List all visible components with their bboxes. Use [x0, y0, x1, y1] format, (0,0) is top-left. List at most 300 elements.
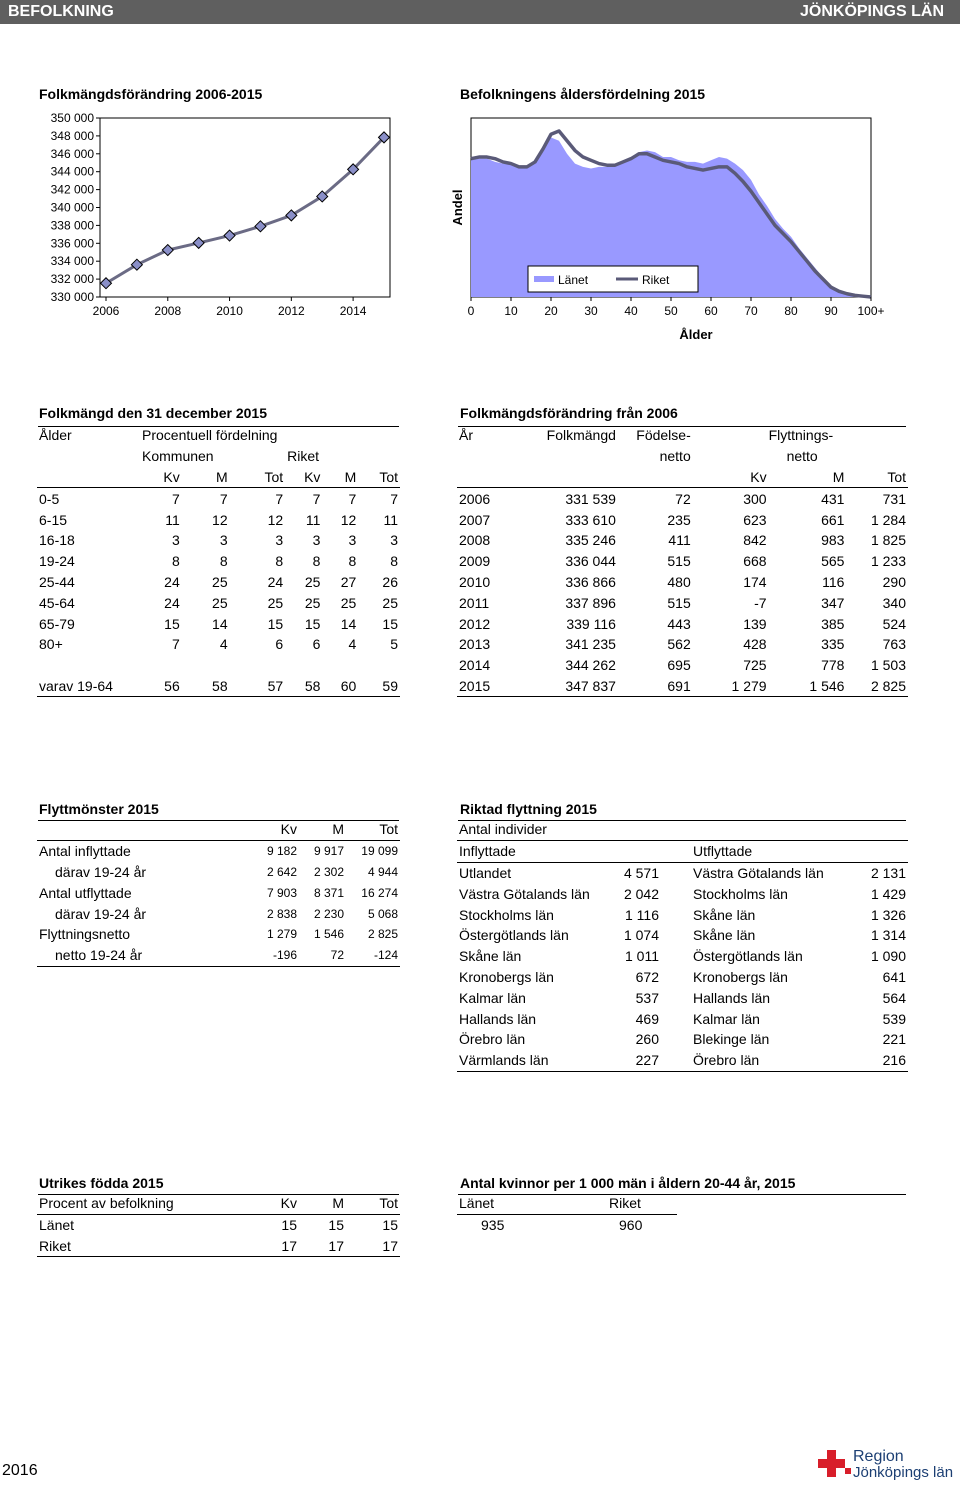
col-header: M: [215, 468, 228, 485]
x-tick-label: 2010: [216, 304, 243, 318]
cell: 6: [275, 636, 284, 653]
cell: 58: [212, 677, 228, 694]
table-row: [457, 530, 908, 551]
utflyttade-count: 1 326: [870, 906, 906, 923]
cell: 9 917: [313, 844, 344, 859]
cell: 25: [340, 594, 357, 611]
cell: 19 099: [361, 844, 398, 859]
cell: 7: [390, 490, 398, 507]
cell: 14: [340, 615, 357, 632]
cell: 11: [165, 511, 180, 528]
legend-swatch-lanet: [534, 276, 554, 282]
cell: 17: [281, 1237, 297, 1254]
cell: 331 539: [565, 490, 616, 507]
lanet-value: 935: [457, 1214, 607, 1235]
table-row: [457, 904, 908, 925]
utflyttade-count: 2 131: [870, 864, 906, 881]
table-row: [457, 883, 908, 904]
cell: 731: [882, 490, 906, 507]
cell: 14: [212, 615, 228, 632]
legend: [528, 266, 698, 292]
cell: 8: [275, 553, 284, 570]
cell: 24: [164, 594, 180, 611]
utflyttade-region: Skåne län: [693, 906, 756, 923]
cell: 443: [667, 615, 691, 632]
y-tick-label: 338 000: [50, 218, 94, 233]
cell: 778: [821, 657, 845, 674]
row-label: därav 19-24 år: [55, 905, 147, 922]
tbl3-title: Flyttmönster 2015: [39, 801, 159, 817]
x-tick-label: 10: [504, 304, 518, 318]
cell: 6: [312, 636, 321, 653]
cell: 8: [171, 553, 180, 570]
migration-pattern-table: [37, 819, 400, 967]
table-row: [37, 572, 400, 593]
col-header: Tot: [379, 468, 398, 485]
tbl6-title: Antal kvinnor per 1 000 män i åldern 20-44 år, 2015: [460, 1175, 796, 1191]
cell: 25: [304, 594, 321, 611]
cell: 7: [312, 490, 321, 507]
cell: 25: [212, 594, 228, 611]
inflyttade-region: Örebro län: [459, 1031, 526, 1048]
cell: 1 503: [870, 657, 906, 674]
utflyttade-count: 564: [882, 989, 906, 1006]
y-tick-label: 336 000: [50, 236, 94, 251]
plot-area: [100, 118, 390, 297]
cell: 27: [340, 573, 357, 590]
col-kommunen-header: Kommunen: [142, 448, 214, 465]
table-row: [37, 882, 400, 903]
cell: 515: [667, 594, 691, 611]
table-row: [457, 634, 908, 655]
cell: 2 838: [266, 906, 297, 921]
cell: 763: [882, 636, 906, 653]
inflyttade-region: Värmlands län: [459, 1052, 549, 1069]
table-row: [457, 1050, 908, 1071]
table-row: [37, 592, 400, 613]
row-label: Riket: [39, 1237, 71, 1254]
table-row: [37, 840, 400, 861]
row-label: varav 19-64: [39, 677, 113, 694]
utflyttade-region: Kalmar län: [693, 1010, 760, 1027]
utflyttade-count: 1 090: [870, 948, 906, 965]
cell: 72: [675, 490, 691, 507]
utflyttade-count: 641: [882, 968, 906, 985]
population-line-chart: [38, 108, 400, 330]
directed-migration-table: [457, 819, 908, 1072]
row-label: 2012: [459, 615, 491, 632]
row-label: 0-5: [39, 490, 60, 507]
utflyttade-region: Blekinge län: [693, 1031, 770, 1048]
cell: 668: [743, 553, 767, 570]
cell: 57: [267, 677, 284, 694]
cell: -124: [373, 948, 398, 963]
y-tick-label: 344 000: [50, 164, 94, 179]
cell: 347: [821, 594, 845, 611]
table-row: [457, 1008, 908, 1029]
table-row: [457, 592, 908, 613]
cell: 24: [164, 573, 180, 590]
cell: 24: [267, 573, 284, 590]
y-tick-label: 330 000: [50, 290, 94, 304]
cell: 2 302: [313, 864, 344, 879]
x-tick-label: 0: [467, 304, 475, 318]
cell: 58: [304, 677, 321, 694]
col-flyttnings-header: Flyttnings-: [768, 427, 834, 444]
inflyttade-region: Kronobergs län: [459, 968, 554, 985]
inflyttade-region: Skåne län: [459, 948, 522, 965]
x-tick-label: 2006: [92, 304, 120, 318]
col-kv: Kv: [280, 821, 297, 838]
x-tick-label: 2014: [339, 304, 367, 318]
cell: 480: [667, 573, 691, 590]
cell: 339 116: [566, 615, 616, 632]
cell: 515: [667, 553, 691, 570]
row-label: Antal utflyttade: [39, 884, 132, 901]
utflyttade-region: Östergötlands län: [693, 948, 803, 965]
y-tick-label: 350 000: [50, 111, 94, 125]
row-label: 2008: [459, 532, 491, 549]
y-tick-label: 348 000: [50, 128, 94, 143]
logo-line1: Region: [853, 1448, 904, 1465]
population-change-table: [457, 425, 908, 697]
cell: 290: [882, 573, 906, 590]
cell: 337 896: [565, 594, 616, 611]
cell: 12: [340, 511, 357, 528]
cell: 725: [743, 657, 767, 674]
cell: 1 279: [731, 677, 767, 694]
table-row: [37, 924, 400, 945]
cell: 8 371: [313, 885, 344, 900]
row-label: 45-64: [39, 594, 75, 611]
col-header: Kv: [304, 468, 321, 485]
x-tick-label: 20: [544, 304, 558, 318]
header-right: JÖNKÖPINGS LÄN: [799, 3, 944, 20]
table-row: [37, 634, 400, 655]
inflyttade-count: 537: [635, 989, 659, 1006]
cell: 428: [743, 636, 767, 653]
cell: 174: [743, 573, 767, 590]
table-row: [37, 488, 400, 509]
y-axis-label: Andel: [450, 189, 465, 226]
cell: 15: [328, 1217, 344, 1234]
table-row: [457, 1029, 908, 1050]
row-label: 80+: [39, 636, 63, 653]
inflyttade-count: 260: [635, 1031, 659, 1048]
cell: 17: [382, 1237, 398, 1254]
cell: 623: [743, 511, 767, 528]
inflyttade-count: 1 011: [625, 948, 659, 965]
cell: 15: [304, 615, 321, 632]
utflyttade-region: Hallands län: [693, 989, 771, 1006]
cell: 25: [267, 594, 284, 611]
cell: 9 182: [266, 844, 297, 859]
cell: 56: [164, 677, 180, 694]
age-distribution-chart: [440, 108, 900, 353]
col-year-header: År: [459, 427, 473, 444]
cell: 72: [330, 948, 344, 963]
utflyttade-region: Västra Götalands län: [693, 864, 824, 881]
cell: 3: [390, 532, 398, 549]
inflyttade-count: 1 116: [625, 906, 659, 923]
row-label: 65-79: [39, 615, 75, 632]
cell: 15: [267, 615, 284, 632]
cell: 7: [171, 490, 180, 507]
chart1-title: Folkmängdsförändring 2006-2015: [39, 86, 263, 102]
footer-year: 2016: [2, 1462, 38, 1479]
cell: 1 825: [870, 532, 906, 549]
table-row: [457, 946, 908, 967]
cell: 15: [281, 1217, 297, 1234]
cell: 341 235: [565, 636, 616, 653]
cell: 3: [348, 532, 357, 549]
col-tot: Tot: [379, 821, 398, 838]
table-row: [457, 676, 908, 697]
y-tick-label: 332 000: [50, 272, 94, 287]
col-header: Kv: [163, 468, 180, 485]
tbl4-subtitle: Antal individer: [459, 821, 547, 838]
inflyttade-region: Kalmar län: [459, 989, 526, 1006]
inflyttade-region: Hallands län: [459, 1010, 537, 1027]
tbl4-title: Riktad flyttning 2015: [460, 801, 597, 817]
cell: 2 642: [266, 864, 297, 879]
cell: 17: [328, 1237, 344, 1254]
inflyttade-count: 227: [635, 1052, 659, 1069]
cell: 5 068: [367, 906, 398, 921]
x-tick-label: 60: [704, 304, 718, 318]
legend-label-lanet: Länet: [558, 273, 589, 287]
x-tick-label: 2012: [277, 304, 305, 318]
table-row: [37, 530, 400, 551]
table-row: [457, 613, 908, 634]
cell: 1 546: [313, 927, 344, 942]
table-row: [37, 945, 400, 966]
table-row: [457, 509, 908, 530]
table-row: [37, 862, 400, 883]
y-tick-label: 346 000: [50, 146, 94, 161]
cell: -196: [272, 948, 297, 963]
cell: 8: [348, 553, 357, 570]
cell: 59: [382, 677, 398, 694]
table-row: [37, 613, 400, 634]
col-header: M: [344, 468, 357, 485]
tbl1-title: Folkmängd den 31 december 2015: [39, 405, 267, 421]
cell: 565: [821, 553, 845, 570]
cell: 26: [382, 573, 398, 590]
cell: 235: [667, 511, 691, 528]
cell: 116: [822, 573, 845, 590]
table-row: [37, 676, 400, 697]
cell: 3: [312, 532, 321, 549]
cell: 5: [390, 636, 398, 653]
cell: 8: [312, 553, 321, 570]
utflyttade-count: 1 429: [870, 885, 906, 902]
cell: 1 284: [870, 511, 906, 528]
cell: 15: [382, 615, 398, 632]
x-tick-label: 40: [624, 304, 638, 318]
row-label: Länet: [39, 1217, 75, 1234]
col-m: M: [332, 821, 344, 838]
utflyttade-count: 539: [882, 1010, 906, 1027]
y-tick-label: 342 000: [50, 182, 94, 197]
table-row: [457, 488, 908, 509]
table-row: [37, 509, 400, 530]
cell: 691: [667, 677, 691, 694]
row-label: 16-18: [39, 532, 75, 549]
row-label: Flyttningsnetto: [39, 926, 131, 943]
cell: 7 903: [266, 885, 297, 900]
cell: 411: [668, 532, 691, 549]
cell: 347 837: [565, 677, 616, 694]
table-row: [457, 987, 908, 1008]
cell: 25: [212, 573, 228, 590]
row-label: 6-15: [39, 511, 68, 528]
row-label: 2006: [459, 490, 491, 507]
col-fodelse-header: Födelse-: [636, 427, 691, 444]
cell: 11: [305, 511, 321, 528]
cell: 60: [340, 677, 357, 694]
y-tick-label: 340 000: [50, 200, 94, 215]
header-bar: [0, 0, 960, 24]
col-m: M: [832, 468, 845, 485]
utflyttade-count: 1 314: [870, 927, 906, 944]
col-lanet-header: Länet: [459, 1195, 495, 1212]
tbl5-title: Utrikes födda 2015: [39, 1175, 164, 1191]
row-label: därav 19-24 år: [55, 863, 147, 880]
cell: 7: [348, 490, 357, 507]
cell: 336 044: [565, 553, 616, 570]
col-procent-header: Procent av befolkning: [39, 1195, 174, 1212]
foreign-born-table: [37, 1193, 400, 1257]
row-label: 25-44: [39, 573, 75, 590]
cell: 661: [821, 511, 845, 528]
cell: 16 274: [361, 885, 398, 900]
inflyttade-count: 2 042: [623, 885, 659, 902]
inflyttade-count: 672: [635, 968, 659, 985]
inflyttade-count: 4 571: [623, 864, 659, 881]
utflyttade-region: Stockholms län: [693, 885, 788, 902]
cell: 2 825: [367, 927, 398, 942]
inflyttade-region: Stockholms län: [459, 906, 554, 923]
col-m: M: [332, 1195, 344, 1212]
cell: -7: [754, 594, 767, 611]
col-flyttnings-netto: netto: [786, 448, 818, 465]
row-label: 2015: [459, 677, 491, 694]
col-kv: Kv: [750, 468, 767, 485]
cell: 7: [219, 490, 228, 507]
x-tick-label: 50: [664, 304, 678, 318]
cell: 340: [882, 594, 906, 611]
inflyttade-region: Västra Götalands län: [459, 885, 590, 902]
col-kv: Kv: [280, 1195, 297, 1212]
cell: 1 279: [266, 927, 297, 942]
cell: 139: [743, 615, 767, 632]
col-riket-header: Riket: [609, 1195, 641, 1212]
table-row: [457, 925, 908, 946]
cell: 335 246: [565, 532, 616, 549]
row-label: Antal inflyttade: [39, 843, 131, 860]
cell: 4 944: [367, 864, 398, 879]
inflyttade-count: 469: [635, 1010, 659, 1027]
cell: 25: [304, 573, 321, 590]
cell: 12: [267, 511, 284, 528]
table-row: [457, 862, 908, 883]
row-label: netto 19-24 år: [55, 947, 143, 964]
utflyttade-count: 216: [882, 1052, 906, 1069]
table-row: [457, 967, 908, 988]
logo-line2: Jönköpings län: [853, 1464, 954, 1481]
cell: 333 610: [565, 511, 616, 528]
cell: 695: [667, 657, 691, 674]
col-riket-header: Riket: [287, 448, 320, 465]
utflyttade-region: Kronobergs län: [693, 968, 788, 985]
x-tick-label: 2008: [154, 304, 182, 318]
col-utflyttade-header: Utflyttade: [693, 843, 753, 860]
cell: 7: [275, 490, 284, 507]
col-folkmangd-header: Folkmängd: [546, 427, 616, 444]
age-distribution-table: [37, 425, 400, 697]
col-header: Tot: [264, 468, 284, 485]
table-row: [457, 551, 908, 572]
x-tick-label: 30: [584, 304, 598, 318]
cell: 1 546: [809, 677, 845, 694]
riket-value: 960: [607, 1214, 677, 1235]
col-tot: Tot: [887, 468, 906, 485]
cell: 3: [275, 532, 284, 549]
legend-label-riket: Riket: [642, 273, 670, 287]
table-row: [37, 1214, 400, 1235]
cell: 2 230: [313, 906, 344, 921]
region-logo-icon: [815, 1448, 855, 1482]
cell: 524: [882, 615, 906, 632]
x-tick-label: 90: [824, 304, 838, 318]
cell: 431: [821, 490, 845, 507]
cell: 15: [382, 1217, 398, 1234]
col-percent-header: Procentuell fördelning: [142, 427, 278, 444]
cell: 7: [171, 636, 180, 653]
cell: 25: [382, 594, 398, 611]
x-tick-label: 70: [744, 304, 758, 318]
table-row: [457, 572, 908, 593]
women-per-men-table: [457, 1193, 677, 1236]
x-tick-label: 100+: [857, 304, 885, 318]
x-axis-label: Ålder: [679, 327, 713, 342]
cell: 11: [383, 511, 398, 528]
cell: 562: [667, 636, 691, 653]
chart2-title: Befolkningens åldersfördelning 2015: [460, 86, 706, 102]
row-label: 2010: [459, 573, 491, 590]
row-label: 2014: [459, 657, 491, 674]
cell: 2 825: [870, 677, 906, 694]
x-tick-label: 80: [784, 304, 798, 318]
utflyttade-region: Skåne län: [693, 927, 756, 944]
header-left: BEFOLKNING: [8, 3, 114, 20]
row-label: 2009: [459, 553, 491, 570]
table-row: [37, 1236, 400, 1257]
col-tot: Tot: [379, 1195, 398, 1212]
cell: 344 262: [565, 657, 616, 674]
inflyttade-region: Utlandet: [459, 864, 512, 881]
region-logo: [815, 1448, 955, 1482]
utflyttade-region: Örebro län: [693, 1052, 760, 1069]
cell: 300: [743, 490, 767, 507]
row-label: 2011: [459, 594, 490, 611]
row-label: 2013: [459, 636, 491, 653]
table-row: [37, 903, 400, 924]
y-tick-label: 334 000: [50, 254, 94, 269]
col-age-header: Ålder: [39, 427, 72, 444]
row-label: 19-24: [39, 553, 75, 570]
